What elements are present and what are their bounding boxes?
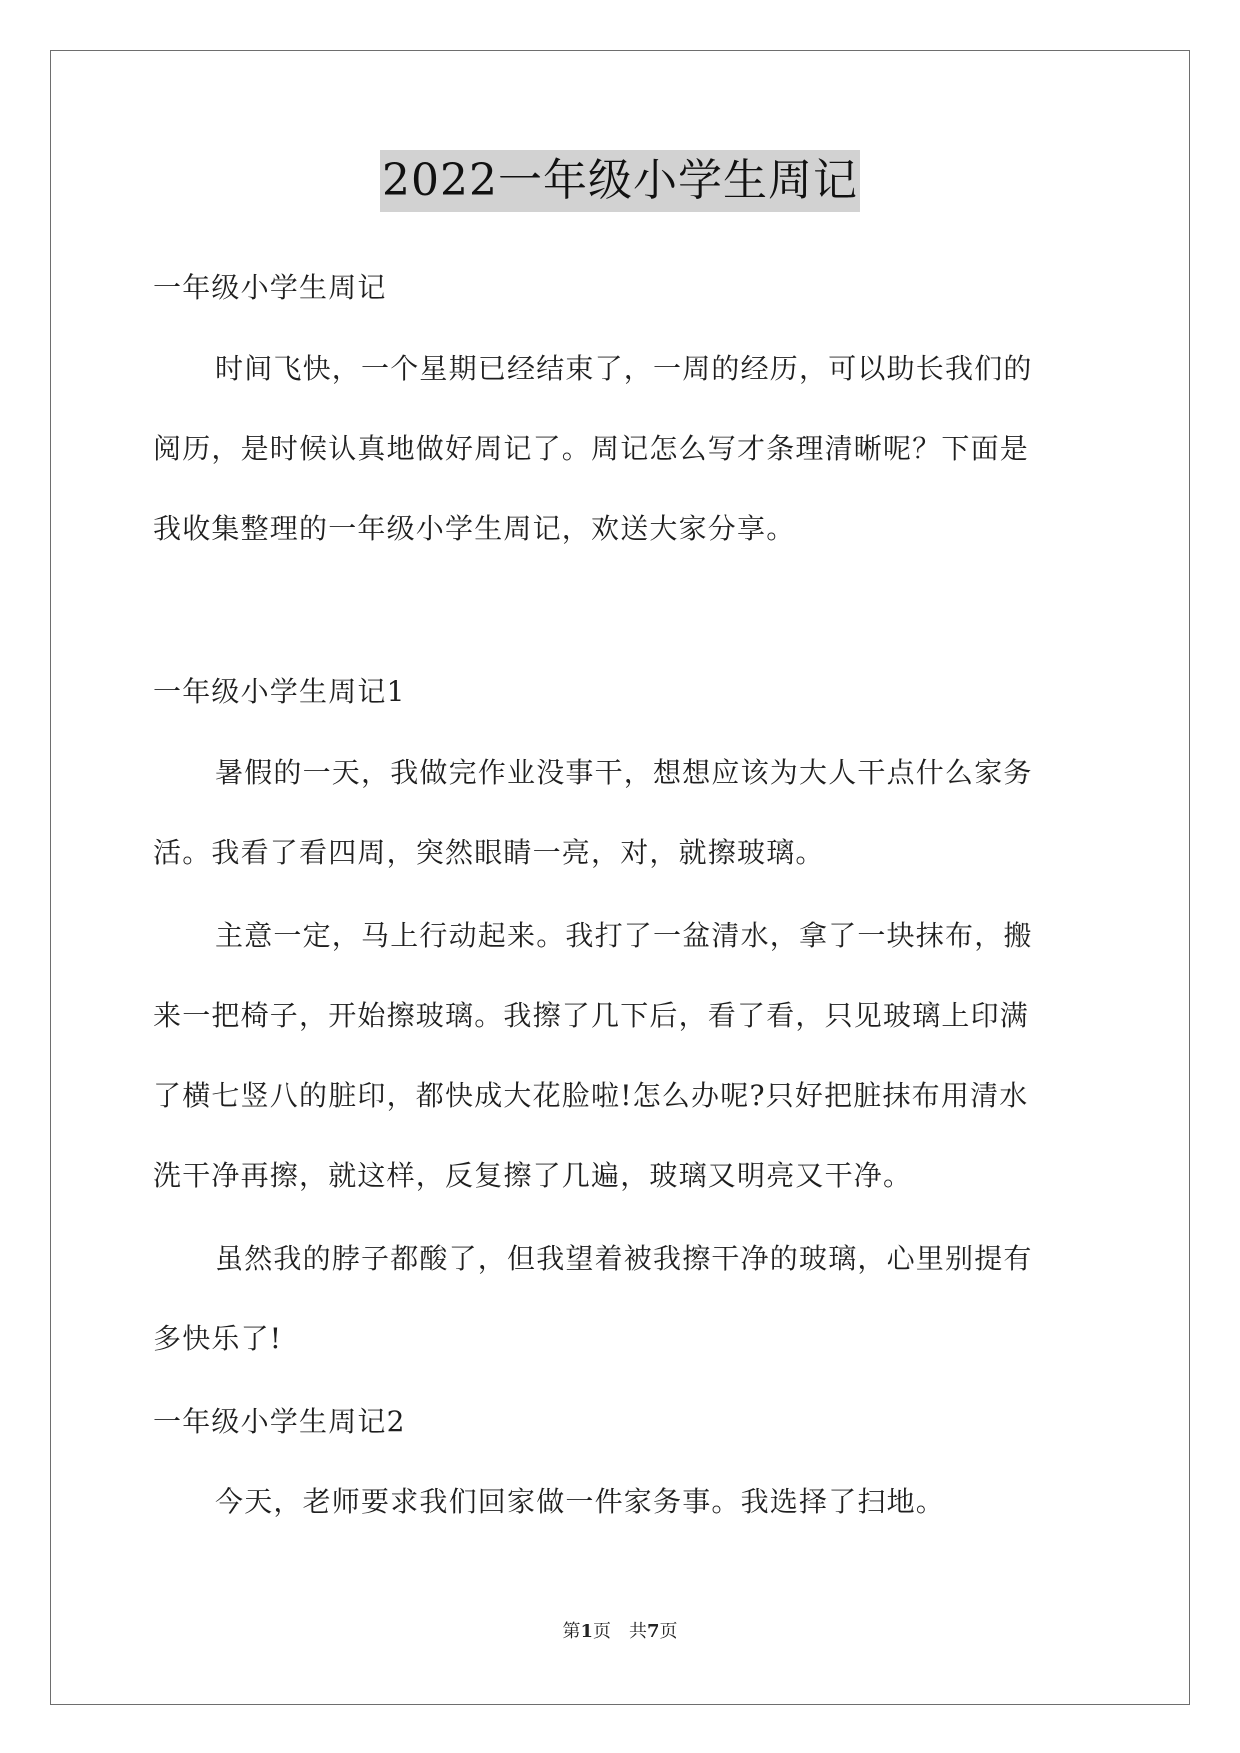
document-title: 2022一年级小学生周记 [380, 150, 860, 212]
footer-page-prefix: 第 [562, 1621, 581, 1642]
footer-page-current: 1 [580, 1621, 593, 1642]
paragraph-line: 活。我看了看四周，突然眼睛一亮，对，就擦玻璃。 [153, 836, 825, 869]
footer-total-suffix: 页 [659, 1621, 678, 1642]
footer-total-prefix: 共 [629, 1621, 647, 1642]
title-container [0, 150, 1240, 212]
footer-page-total: 7 [647, 1621, 660, 1642]
intro-line: 时间飞快，一个星期已经结束了，一周的经历，可以助长我们的 [215, 352, 1033, 385]
paragraph-line: 暑假的一天，我做完作业没事干，想想应该为大人干点什么家务 [215, 756, 1033, 789]
paragraph-line: 了横七竖八的脏印，都快成大花脸啦!怎么办呢?只好把脏抹布用清水 [153, 1079, 1029, 1112]
footer-page-suffix: 页 [593, 1621, 611, 1642]
page-footer [0, 1620, 1240, 1644]
paragraph-line: 多快乐了! [153, 1322, 283, 1355]
paragraph-line: 虽然我的脖子都酸了，但我望着被我擦干净的玻璃，心里别提有 [215, 1242, 1033, 1275]
paragraph-line: 来一把椅子，开始擦玻璃。我擦了几下后，看了看，只见玻璃上印满 [153, 999, 1030, 1032]
paragraph-line: 今天，老师要求我们回家做一件家务事。我选择了扫地。 [215, 1485, 946, 1518]
section-heading-1: 一年级小学生周记1 [153, 675, 406, 708]
paragraph-line: 洗干净再擦，就这样，反复擦了几遍，玻璃又明亮又干净。 [153, 1159, 913, 1192]
intro-line: 我收集整理的一年级小学生周记，欢送大家分享。 [153, 512, 796, 545]
paragraph-line: 主意一定，马上行动起来。我打了一盆清水，拿了一块抹布，搬 [215, 919, 1033, 952]
main-heading: 一年级小学生周记 [153, 271, 387, 304]
intro-line: 阅历，是时候认真地做好周记了。周记怎么写才条理清晰呢？下面是 [153, 432, 1030, 465]
section-heading-2: 一年级小学生周记2 [153, 1405, 406, 1438]
